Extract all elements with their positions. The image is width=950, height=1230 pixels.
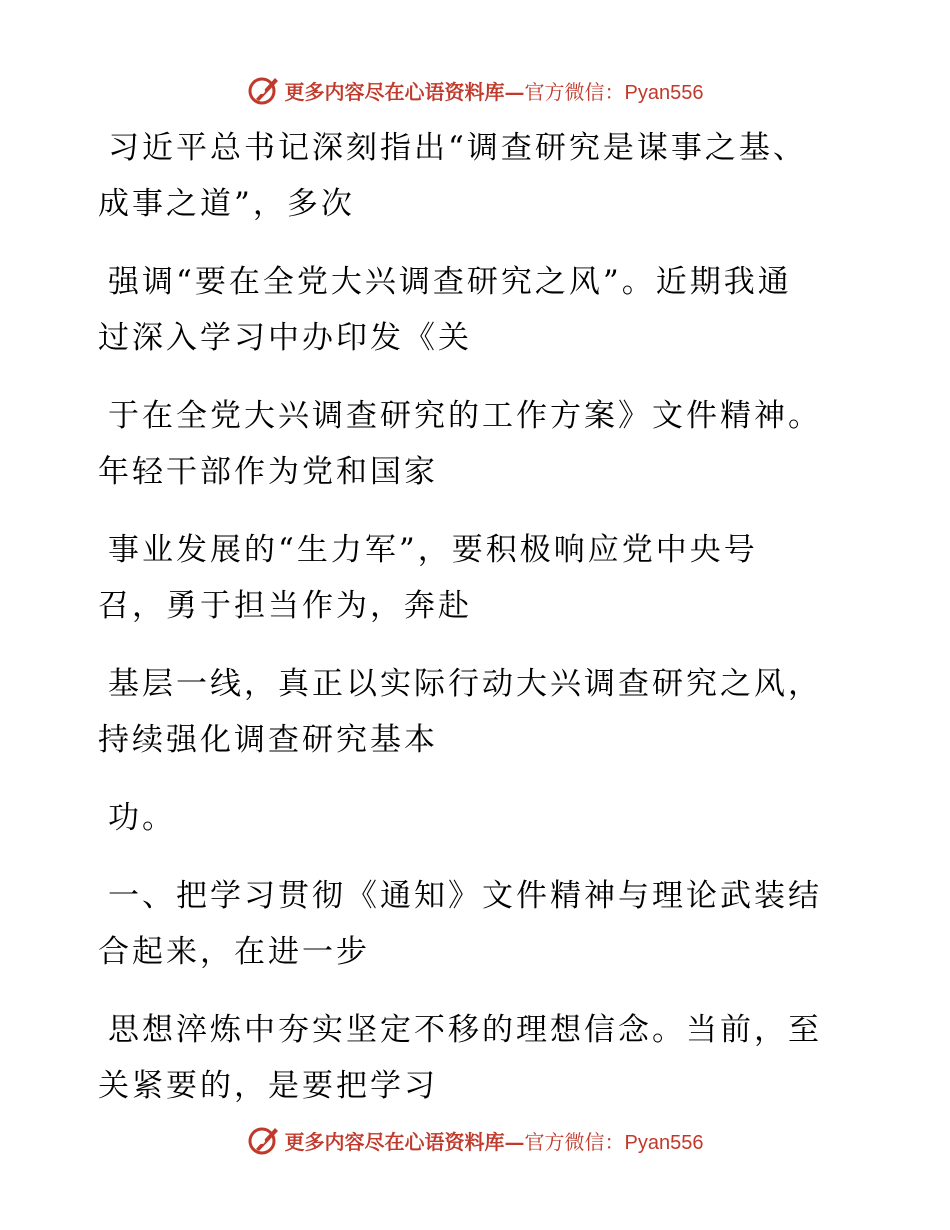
paragraph-line: 合起来，在进一步 — [98, 934, 370, 970]
paragraph-line: 年轻干部作为党和国家 — [98, 454, 438, 490]
paragraph-line: 关紧要的，是要把学习 — [98, 1068, 438, 1104]
paragraph-line: 持续强化调查研究基本 — [98, 722, 438, 758]
paragraph — [98, 656, 838, 768]
paragraph-line: 事业发展的“生力军”，要积极响应党中央号 — [108, 532, 758, 568]
paragraph-line: 强调“要在全党大兴调查研究之风”。近期我通 — [108, 264, 792, 300]
paragraph — [98, 254, 838, 366]
banner-text: 更多内容尽在心语资料库— — [284, 1129, 525, 1154]
quill-pen-logo-icon — [247, 1123, 281, 1157]
paragraph-line: 成事之道”，多次 — [98, 186, 355, 222]
document-body — [98, 120, 838, 1136]
footer-watermark-banner — [0, 1120, 950, 1160]
paragraph — [98, 790, 838, 846]
paragraph — [98, 1002, 838, 1114]
paragraph-line: 一、把学习贯彻《通知》文件精神与理论武装结 — [108, 878, 822, 914]
paragraph — [98, 522, 838, 634]
paragraph-line: 基层一线，真正以实际行动大兴调查研究之风， — [108, 666, 822, 702]
banner-wechat: 官方微信：Pyan556 — [524, 1131, 704, 1154]
paragraph-line: 过深入学习中办印发《关 — [98, 320, 472, 356]
paragraph-line: 召，勇于担当作为，奔赴 — [98, 588, 472, 624]
banner-text: 更多内容尽在心语资料库— — [284, 79, 525, 104]
paragraph-line: 习近平总书记深刻指出“调查研究是谋事之基、 — [108, 130, 807, 166]
paragraph-line: 功。 — [108, 800, 176, 836]
quill-pen-logo-icon — [247, 73, 281, 107]
paragraph — [98, 388, 838, 500]
paragraph-line: 思想淬炼中夯实坚定不移的理想信念。当前，至 — [108, 1012, 822, 1048]
paragraph-line: 于在全党大兴调查研究的工作方案》文件精神。 — [108, 398, 822, 434]
section-heading-paragraph — [98, 868, 838, 980]
paragraph — [98, 120, 838, 232]
header-watermark-banner — [0, 70, 950, 110]
banner-wechat: 官方微信：Pyan556 — [524, 81, 704, 104]
